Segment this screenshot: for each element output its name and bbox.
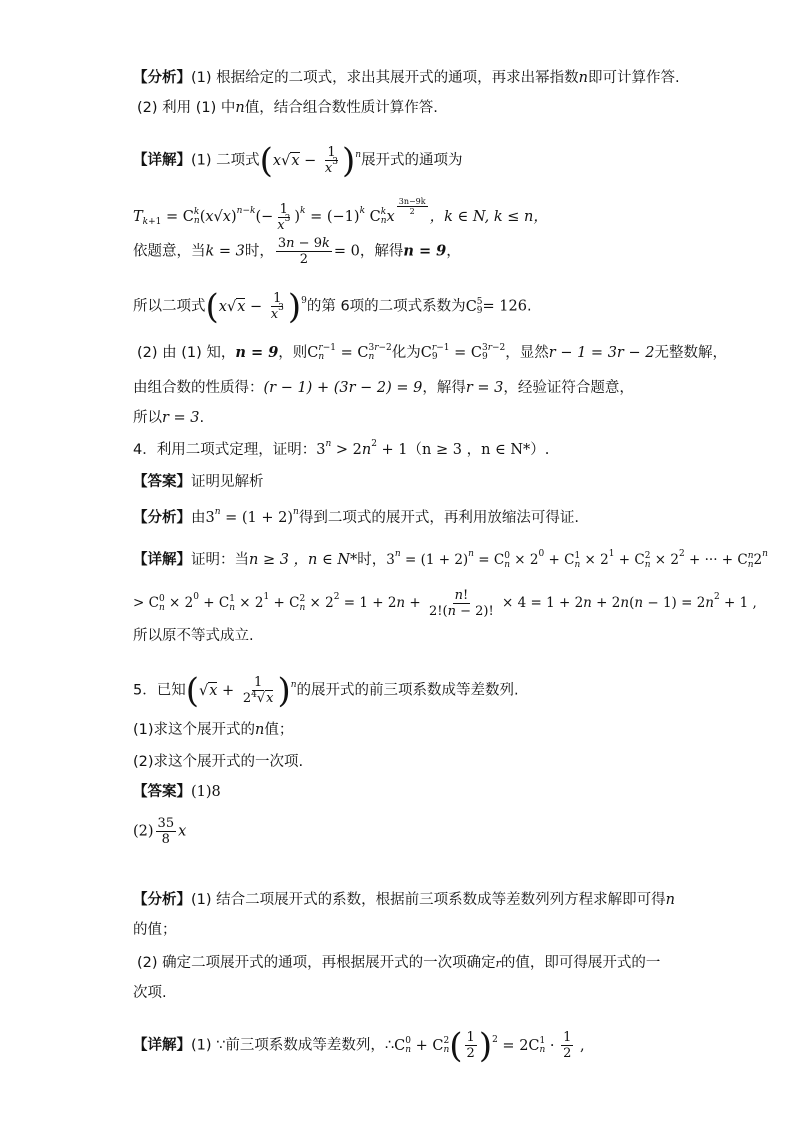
equation: = 0，解得	[333, 243, 404, 260]
text: (2)	[133, 823, 154, 840]
result-r: r = 3	[162, 410, 200, 426]
condition: n ≥ 3 ，n ∈ N*	[249, 552, 358, 568]
detail-tail: 展开式的通项为	[361, 152, 463, 169]
equation: (r − 1) + (3r − 2) = 9	[263, 380, 423, 396]
detail-inequality: > C 0 n × $2^0 + C$ 1 n × $2^1 + C$ 2 n × $2^2 = 1 + 2n$ + $\frac{n!}{2!(n - 2)!}$ × $4 = 1 + 2n + 2n(n - 1) = 2n^2 + 1$ ,	[133, 588, 757, 619]
condition-k: k = 3	[205, 243, 245, 260]
analysis-line-5	[133, 890, 675, 910]
text: 由	[191, 510, 206, 526]
var-r: r	[495, 957, 501, 970]
text: (2) 确定二项展开式的通项，再根据展开式的一次项确定	[137, 955, 496, 971]
text: 时，	[244, 243, 274, 260]
text: 次项.	[133, 985, 167, 1001]
analysis-text: (1) 根据给定的二项式，求出其展开式的通项，再求出幂指数	[191, 70, 579, 86]
detail-line-8: 【详解】证明：当n ≥ 3 ，n ∈ N*时，$3^n = (1 + 2)^n = C$ 0 n × $2^0 + C$ 1 n × $2^1 + C$ 2 n × $2^2$ + ··· + C n n 2$^n$	[133, 549, 768, 570]
detail-tag: 【详解】	[133, 152, 191, 169]
problem-5-part-1	[133, 720, 293, 740]
text: ，解得	[422, 380, 466, 396]
var-n: n	[665, 892, 675, 908]
answer-line-4	[133, 472, 264, 492]
coefficient-value: = 126	[482, 298, 527, 315]
answer-tag: 【答案】	[133, 784, 191, 800]
punct: .	[199, 410, 205, 426]
binomial-expr-9: (x√x − $\frac{1}{x^3}$ )$^9$	[205, 286, 307, 327]
text: 化为	[391, 345, 421, 361]
text: 由组合数的性质得：	[133, 380, 264, 396]
text: 所以二项式	[133, 298, 206, 315]
text: (1) 结合二项展开式的系数，根据前三项系数成等差数列列方程求解即可得	[191, 892, 666, 908]
analysis-tag: 【分析】	[133, 892, 191, 908]
var-n: n	[255, 722, 265, 738]
text: 依题意，当	[133, 243, 206, 260]
text: 的第 6项的二项式系数为	[306, 298, 466, 315]
detail-text: (1) 二项式	[191, 152, 260, 169]
answer-tag: 【答案】	[133, 474, 191, 490]
analysis-line-5-cont	[133, 920, 177, 940]
text: (2)求这个展开式的一次项.	[133, 754, 304, 770]
answer-text: 证明见解析	[191, 474, 264, 490]
condition: （n ≥ 3 ，n ∈ N*）.	[407, 442, 550, 458]
var-n: n	[235, 100, 245, 116]
text: 的展开式的前三项系数成等差数列.	[296, 682, 519, 699]
analysis-tail: 即可计算作答.	[588, 70, 680, 86]
term-condition: ，k ∈ N, k ≤ n，	[429, 209, 548, 225]
text: ，经验证符合题意，	[503, 380, 634, 396]
text: (1)求这个展开式的	[133, 722, 256, 738]
detail-tag: 【详解】	[133, 1037, 191, 1054]
punct: ，	[446, 243, 461, 260]
punct: .	[526, 298, 532, 315]
text: 5．已知	[133, 682, 186, 699]
general-term-formula: $T_{k+1} = C$ k n $(x√x)^{n-k}(-$ $\frac{1}{x^3}$ )$^k = (-1)^k$ C k n x $^{\frac{3n-9k}{2}}$ ，k ∈ N, k ≤ n，	[133, 197, 548, 233]
detail-line-4: 所以二项式(x√x − $\frac{1}{x^3}$ )$^9$的第 6项的二项式系数为C 5 9 = 126.	[133, 286, 532, 327]
text: ，则	[278, 345, 308, 361]
text: 所以原不等式成立.	[133, 628, 254, 644]
analysis-tag: 【分析】	[133, 70, 191, 86]
problem-5-part-2	[133, 752, 303, 772]
detail-tag: 【详解】	[133, 552, 191, 568]
result-n: n = 9	[235, 344, 279, 361]
analysis-text-2: (2) 利用 (1) 中	[137, 100, 236, 116]
detail-line-6	[133, 378, 634, 398]
text: 时，	[357, 552, 387, 568]
analysis-line-6-cont	[133, 983, 167, 1003]
detail-line-3: 依题意，当k = 3时， $\frac{3n - 9k}{2}$ = 0，解得n = 9，	[133, 236, 461, 267]
detail-line-7	[133, 408, 204, 428]
binomial-expr: (x√x − $\frac{1}{x^3}$ )$^n$	[259, 140, 362, 181]
analysis-tail-2: 值，结合组合数性质计算作答.	[244, 100, 438, 116]
detail-line-9: 【详解】(1) ∵前三项系数成等差数列，∴C 0 n + C 2 n ( $\frac{1}{2}$ )$^2$ = 2C 1 n · $\frac{1}{2}$ ,	[133, 1025, 585, 1066]
var-n: n	[578, 70, 588, 86]
answer-line-5-2: (2) $\frac{35}{8}$ x	[133, 816, 187, 847]
detail-conclusion	[133, 626, 254, 646]
problem-4-statement: 4．利用二项式定理，证明：$3^n > 2n^2 + 1(n \ge 3$ ，n ∈ N*）.	[133, 439, 550, 458]
analysis-line-2	[137, 98, 438, 118]
text: 得到二项式的展开式，再利用放缩法可得证.	[298, 510, 579, 526]
detail-line-5: (2) 由 (1) 知，n = 9，则C r−1 n = C 3r−2 n 化为C r−1 9 = C 3r−2 9 ，显然r − 1 = 3r − 2无整数解，	[137, 343, 727, 362]
problem-5-statement	[133, 670, 519, 711]
text: 无整数解，	[654, 345, 727, 361]
text: (1) ∵前三项系数成等差数列，∴	[191, 1037, 395, 1054]
equation: r − 1 = 3r − 2	[548, 345, 655, 361]
analysis-tag: 【分析】	[133, 510, 191, 526]
text: 的值；	[133, 922, 177, 938]
text: (2) 由 (1) 知，	[137, 345, 236, 361]
detail-line-1	[133, 140, 463, 181]
text: 证明：当	[191, 552, 249, 568]
answer-text: (1)8	[191, 784, 221, 800]
answer-line-5	[133, 782, 221, 802]
text: 的值，即可得展开式的一	[500, 955, 661, 971]
text: 4．利用二项式定理，证明：	[133, 442, 317, 458]
result-r: r = 3	[465, 380, 504, 396]
analysis-line-6	[137, 953, 660, 974]
analysis-line-4: 【分析】由$3^n = (1 + 2)^n$得到二项式的展开式，再利用放缩法可得证.	[133, 507, 579, 526]
analysis-line-1	[133, 68, 680, 88]
binomial-expr-5: (√x + $\frac{1}{2^4√x}$ )$^n$	[185, 670, 297, 711]
text: 值；	[264, 722, 294, 738]
text: ，显然	[505, 345, 549, 361]
text: 所以	[133, 410, 162, 426]
result-n: n = 9	[403, 242, 447, 260]
